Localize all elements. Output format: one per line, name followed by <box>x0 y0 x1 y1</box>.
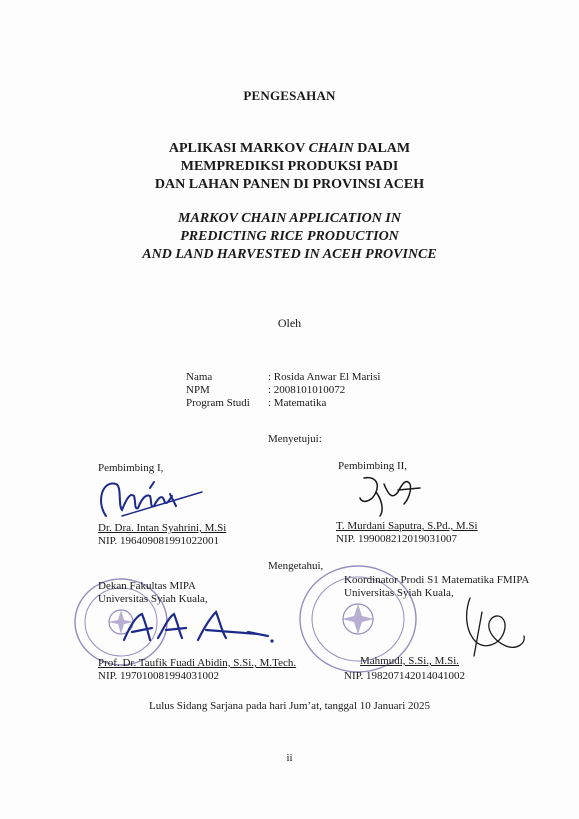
title-en-line3: AND LAND HARVESTED IN ACEH PROVINCE <box>142 247 437 262</box>
prodi-value: : Matematika <box>268 397 327 409</box>
page-number: ii <box>286 752 293 764</box>
title-english <box>0 210 579 264</box>
student-info-table <box>186 371 384 410</box>
title-en-line1: MARKOV CHAIN APPLICATION IN <box>178 211 401 226</box>
page-heading: PENGESAHAN <box>243 88 336 103</box>
supervisor1-name: Dr. Dra. Intan Syahrini, M.Si <box>98 522 227 534</box>
student-name-row <box>186 371 384 384</box>
coordinator-nip: NIP. 198207142014041002 <box>344 670 466 682</box>
supervisor2-role: Pembimbing II, <box>338 460 408 472</box>
acknowledged-label: Mengetahui, <box>268 560 324 572</box>
student-prodi-row <box>186 397 384 410</box>
name-label: Nama <box>186 371 213 383</box>
title-id-line2: MEMPREDIKSI PRODUKSI PADI <box>180 159 399 174</box>
supervisor1-signature <box>92 472 204 524</box>
dean-nip: NIP. 197010081994031002 <box>98 670 220 682</box>
supervisor2-name: T. Murdani Saputra, S.Pd., M.Si <box>336 520 478 532</box>
supervisor2-signature <box>354 470 424 518</box>
supervisor2-nip: NIP. 199008212019031007 <box>336 533 458 545</box>
npm-label: NPM <box>186 384 210 396</box>
dean-signature <box>118 606 278 646</box>
dean-role-line2: Universitas Syiah Kuala, <box>98 593 208 605</box>
graduation-date-line: Lulus Sidang Sarjana pada hari Jum’at, tanggal 10 Januari 2025 <box>148 700 431 712</box>
npm-value: : 2008101010072 <box>268 384 346 396</box>
title-indonesian <box>0 140 579 194</box>
approval-label: Menyetujui: <box>268 433 322 445</box>
student-npm-row <box>186 384 384 397</box>
coordinator-signature <box>452 592 532 658</box>
oleh-label: Oleh <box>277 316 302 330</box>
supervisor1-nip: NIP. 196409081991022001 <box>98 535 220 547</box>
title-en-line2: PREDICTING RICE PRODUCTION <box>180 229 399 244</box>
coordinator-name: Mahmudi, S.Si., M.Si. <box>360 655 460 667</box>
coordinator-role-line1: Koordinator Prodi S1 Matematika FMIPA <box>344 574 530 586</box>
name-value: : Rosida Anwar El Marisi <box>268 371 381 383</box>
coordinator-role-line2: Universitas Syiah Kuala, <box>344 587 454 599</box>
prodi-label: Program Studi <box>186 397 250 409</box>
supervisor1-role: Pembimbing I, <box>98 462 164 474</box>
dean-name: Prof. Dr. Taufik Fuadi Abidin, S.Si., M.Tech. <box>98 657 297 669</box>
dean-role-line1: Dekan Fakultas MIPA <box>98 580 196 592</box>
title-id-line1: APLIKASI MARKOV CHAIN DALAM <box>168 141 411 156</box>
title-id-line3: DAN LAHAN PANEN DI PROVINSI ACEH <box>154 177 425 192</box>
